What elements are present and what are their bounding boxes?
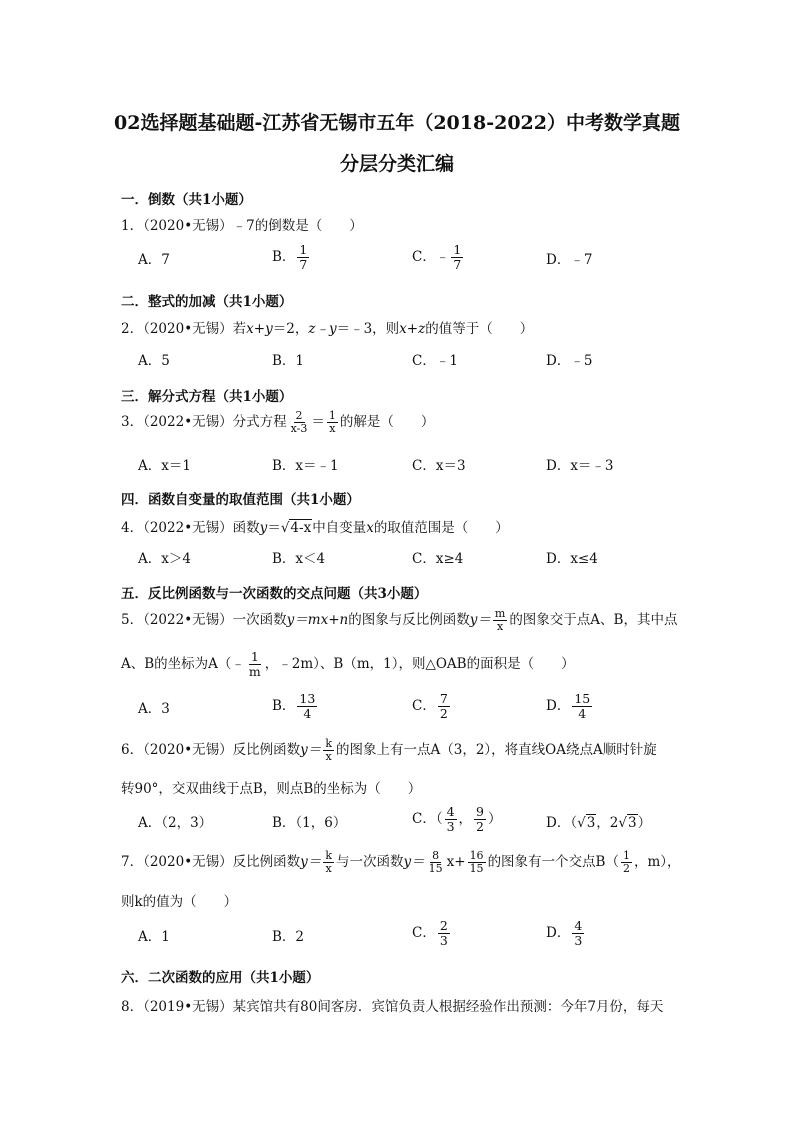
q1-option-a: A．7 bbox=[138, 252, 170, 268]
q6-option-c: C．（ $\frac{4}{3}$ ， $\frac{9}{2}$ ） bbox=[412, 804, 502, 834]
section-heading-6: 六．二次函数的应用（共1小题） bbox=[121, 970, 320, 986]
q4-option-d: D．x≤4 bbox=[546, 551, 598, 567]
q3-option-a: A．x＝1 bbox=[138, 458, 191, 474]
question-5-stem: 5．（2022•无锡）一次函数y＝mx+n的图象与反比例函数y＝ $\frac{m}{x}$ 的图象交于点A、B，其中点 bbox=[121, 607, 678, 633]
doc-title-line1: 02选择题基础题-江苏省无锡市五年（2018-2022）中考数学真题 bbox=[114, 112, 680, 134]
question-4-stem: 4．（2022•无锡）函数y＝√4-x中自变量x的取值范围是（ ） bbox=[121, 520, 509, 536]
q3-option-c: C．x＝3 bbox=[412, 458, 466, 474]
q7-option-b: B．2 bbox=[272, 929, 305, 945]
section-heading-1: 一．倒数（共1小题） bbox=[121, 192, 252, 208]
q2-option-c: C．﹣1 bbox=[412, 353, 458, 369]
q5-option-c: C． $\frac{7}{2}$ bbox=[412, 691, 448, 721]
q1-option-c: C．﹣ $\frac{1}{7}$ bbox=[412, 242, 462, 272]
question-1-stem: 1．（2020•无锡）﹣7的倒数是（ ） bbox=[121, 218, 363, 234]
section-heading-2: 二．整式的加减（共1小题） bbox=[121, 294, 293, 310]
question-5-line2: A、B的坐标为A（﹣ $\frac{1}{m}$ ，﹣2m）、B（m，1），则△OAB的面积是（ ） bbox=[121, 649, 575, 679]
question-3-stem: 3．（2022•无锡）分式方程 $\frac{2}{x-3}$ ＝ $\frac{1}{x}$ 的解是（ ） bbox=[121, 409, 435, 435]
question-7-stem: 7．（2020•无锡）反比例函数y＝ $\frac{k}{x}$ 与一次函数y＝ $\frac{8}{15}$ x+ $\frac{16}{15}$ 的图象有一个交点B（ $\frac{1}{2}$ ，m）， bbox=[121, 849, 681, 875]
question-6-stem: 6．（2020•无锡）反比例函数y＝ $\frac{k}{x}$ 的图象上有一点A（3，2），将直线OA绕点A顺时针旋 bbox=[121, 737, 657, 763]
question-6-line2: 转90°，交双曲线于点B，则点B的坐标为（ ） bbox=[121, 781, 422, 797]
section-heading-5: 五．反比例函数与一次函数的交点问题（共3小题） bbox=[121, 586, 428, 602]
q6-option-b: B．（1，6） bbox=[272, 815, 347, 831]
q4-option-b: B．x＜4 bbox=[272, 551, 326, 567]
q5-option-d: D． $\frac{15}{4}$ bbox=[546, 691, 591, 721]
q6-option-d: D．（√3，2√3） bbox=[546, 815, 652, 831]
section-heading-3: 三．解分式方程（共1小题） bbox=[121, 389, 293, 405]
q1-option-d: D．﹣7 bbox=[546, 252, 593, 268]
question-2-stem: 2．（2020•无锡）若x+y＝2，z﹣y＝﹣3，则x+z的值等于（ ） bbox=[121, 321, 534, 337]
q7-option-a: A．1 bbox=[138, 929, 170, 945]
doc-title-line2: 分层分类汇编 bbox=[339, 153, 454, 175]
q4-option-a: A．x＞4 bbox=[138, 551, 191, 567]
q6-option-a: A．（2，3） bbox=[138, 815, 213, 831]
q2-option-a: A．5 bbox=[138, 353, 170, 369]
section-heading-4: 四．函数自变量的取值范围（共1小题） bbox=[121, 492, 360, 508]
q5-option-b: B． $\frac{13}{4}$ bbox=[272, 691, 316, 721]
q2-option-d: D．﹣5 bbox=[546, 353, 593, 369]
q1-option-b: B． $\frac{1}{7}$ bbox=[272, 242, 308, 272]
q3-option-d: D．x＝﹣3 bbox=[546, 458, 614, 474]
q7-option-d: D． $\frac{4}{3}$ bbox=[546, 918, 583, 948]
q2-option-b: B．1 bbox=[272, 353, 305, 369]
question-8-stem: 8．（2019•无锡）某宾馆共有80间客房．宾馆负责人根据经验作出预测：今年7月份，每天 bbox=[121, 999, 664, 1015]
q5-option-a: A．3 bbox=[138, 701, 170, 717]
q4-option-c: C．x≥4 bbox=[412, 551, 464, 567]
question-7-line2: 则k的值为（ ） bbox=[121, 894, 238, 910]
q3-option-b: B．x＝﹣1 bbox=[272, 458, 339, 474]
q7-option-c: C． $\frac{2}{3}$ bbox=[412, 918, 448, 948]
